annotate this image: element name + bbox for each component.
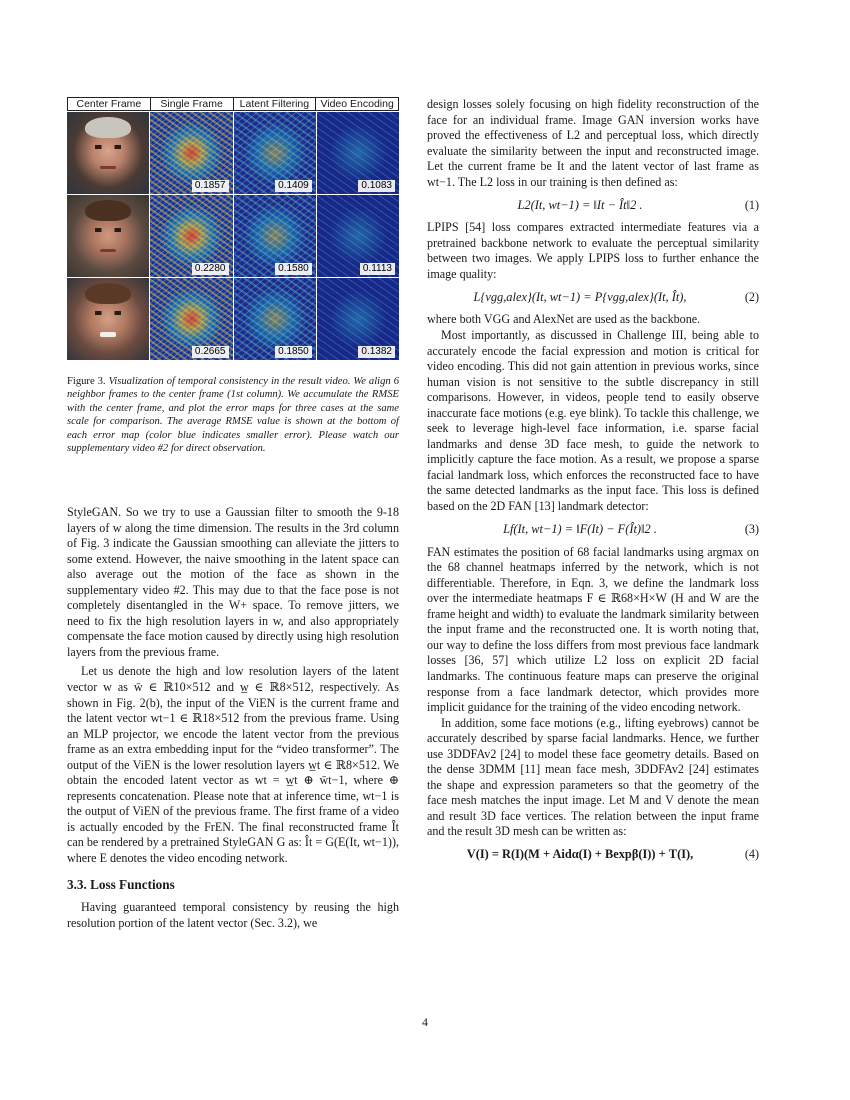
caption-label: Figure 3.	[67, 376, 106, 387]
equation-number: (4)	[744, 847, 759, 862]
error-map	[150, 112, 232, 194]
paragraph: LPIPS [54] loss compares extracted intermediate features via a pretrained backbone network to evaluate the perceptual similarity between two images. We apply LPIPS loss to further enhance the image quality:	[427, 220, 759, 281]
rmse-value: 0.1850	[275, 346, 312, 358]
equation-number: (2)	[744, 289, 759, 304]
face-image	[67, 195, 149, 277]
equation-expression: L2(It, wt−1) = ‖It − Ît‖2 .	[517, 197, 643, 212]
paragraph: Having guaranteed temporal consistency by reusing the high resolution portion of the latent vector (Sec. 3.2), we	[67, 900, 399, 930]
error-map	[317, 112, 399, 194]
rmse-value: 0.1580	[275, 263, 312, 275]
equation-expression: Lf(It, wt−1) = ‖F(It) − F(Ît)‖2 .	[503, 521, 657, 536]
rmse-value: 0.1409	[275, 180, 312, 192]
face-image	[67, 278, 149, 360]
paragraph: FAN estimates the position of 68 facial landmarks using argmax on the 68 channel heatmaps inferred by the network, which is not differentiable. Therefore, in Eqn. 3, we define the landmark loss over the intermediate heatmaps F ∈ ℝ68×H×W (H and W are the frame height and width) to evaluate the landmark similarity between the input frame and the reconstructed one. It is worth noting that, our way to define the loss differs from most previous face landmark losses [36, 57] which utilize L2 loss on explicit 2D facial landmarks. The continuous feature maps can preserve the original response from a face landmark detector, which provides more implicit guidance for the training of the video encoding network.	[427, 544, 759, 715]
equation-expression: L{vgg,alex}(It, wt−1) = P{vgg,alex}(It, Ît),	[473, 289, 687, 304]
error-map	[317, 195, 399, 277]
equation-expression: V(I) = R(I)(M + Aidα(I) + Bexpβ(I)) + T(I),	[466, 847, 694, 862]
rmse-value: 0.1382	[358, 346, 395, 358]
figure-3	[67, 97, 399, 359]
header-video-encoding: Video Encoding	[316, 97, 399, 111]
header-latent-filtering: Latent Filtering	[234, 97, 317, 111]
right-column	[427, 97, 759, 870]
paragraph: StyleGAN. So we try to use a Gaussian filter to smooth the 9-18 layers of w along the time dimension. The results in the 3rd column of Fig. 3 indicate the Gaussian smoothing can alleviate the jitters to some extend. However, the naive smoothing in the latent space can also average out the motion of the face as shown in the supplementary video #2. This may due to that the face pose is not completely disentangled in the W+ space. To remove jitters, we need to fix the high resolution layers in w, and also appropriately compensate the face motion caused by directly using high resolution layers from the previous frame.	[67, 505, 399, 659]
error-map	[234, 112, 316, 194]
page-number: 4	[422, 1015, 428, 1029]
header-center-frame: Center Frame	[67, 97, 151, 111]
error-map	[317, 278, 399, 360]
equation-1	[427, 190, 759, 220]
error-map	[150, 195, 232, 277]
error-map	[150, 278, 232, 360]
figure-row-2	[67, 195, 399, 277]
rmse-value: 0.1857	[192, 180, 229, 192]
paragraph: Let us denote the high and low resolution layers of the latent vector w as w̄ ∈ ℝ10×512 and w̲ ∈ ℝ8×512, respectively. As shown in Fig. 2(b), the input of the ViEN is the current frame and the latent vector wt−1 ∈ ℝ18×512 from the previous frame. Using an MLP projector, we encode the latent vector from the previous frame as an extra embedding input for the “video transformer”. The output of the ViEN is the lower resolution layers w̲t ∈ ℝ8×512. We obtain the encoded latent vector as wt = w̲t ⊕ w̄t−1, where ⊕ represents concatenation. Please note that at inference time, wt−1 is the output of ViEN of the previous frame. The first frame of a video is actually encoded by the FrEN. The final reconstructed frame Ît can be rendered by a pretrained StyleGAN G as: Ît = G(E(It, wt−1)), where E denotes the video encoding network.	[67, 664, 399, 866]
paragraph: design losses solely focusing on high fidelity reconstruction of the face for an individual frame. Image GAN inversion works have proved the effectiveness of L2 and perceptual loss, which directly evaluate the similarity between the input and reconstructed image. Let the current frame be It and the latent vector of last frame as wt−1. The L2 loss in our training is then defined as:	[427, 97, 759, 189]
left-column	[67, 505, 399, 931]
rmse-value: 0.2280	[192, 263, 229, 275]
equation-4	[427, 840, 759, 870]
error-map	[234, 195, 316, 277]
figure-caption	[67, 375, 399, 455]
figure-row-1	[67, 112, 399, 194]
figure-header-row	[67, 97, 399, 111]
paragraph: In addition, some face motions (e.g., lifting eyebrows) cannot be accurately described by sparse facial landmarks. Hence, we further use 3DDFAv2 [24] to model these face geometry details. Based on the dense 3DMM [11] mean face mesh, 3DDFAv2 [24] estimates the shape and expression parameters so that the geometry of the face mesh matches the input image. Let M and V denote the mean and result 3D face vertices. The relation between the input frame and the result 3D mesh can be written as:	[427, 715, 759, 839]
paragraph: where both VGG and AlexNet are used as the backbone.	[427, 312, 701, 327]
figure-row-3	[67, 278, 399, 360]
equation-3	[427, 515, 759, 545]
rmse-value: 0.2665	[192, 346, 229, 358]
paragraph: Most importantly, as discussed in Challenge III, being able to accurately encode the facial expression and motion is critical for video encoding. This did not gain attention in previous works, since human vision is not sensitive to the subtle discrepancy in still comparisons. However, in videos, people tend to easily observe inaccurate face motions (e.g. eye blink). To tackle this challenge, we seek to leverage high-level face information, i.e. sparse facial landmarks and dense 3D face mesh, to guide the network to implicitly capture the face motion. As a result, we propose a sparse facial landmark loss, which enforces the reconstructed face to have the same detected landmarks as the input face. This loss is defined based on the 2D FAN [13] landmark detector:	[427, 328, 759, 514]
equation-2	[427, 282, 759, 312]
caption-text: Visualization of temporal consistency in the result video. We align 6 neighbor frames to the center frame (1st column). We accumulate the RMSE with the center frame, and plot the error maps for three cases at the same scale for comparison. The average RMSE value is shown at the bottom of each error map (color blue indicates smaller error). Please watch our supplementary video #2 for direct observation.	[67, 376, 399, 455]
error-map	[234, 278, 316, 360]
face-image	[67, 112, 149, 194]
header-single-frame: Single Frame	[151, 97, 234, 111]
rmse-value: 0.1083	[358, 180, 395, 192]
equation-number: (1)	[744, 197, 759, 212]
section-heading: 3.3. Loss Functions	[67, 876, 175, 892]
equation-number: (3)	[744, 521, 759, 536]
rmse-value: 0.1113	[360, 263, 395, 275]
